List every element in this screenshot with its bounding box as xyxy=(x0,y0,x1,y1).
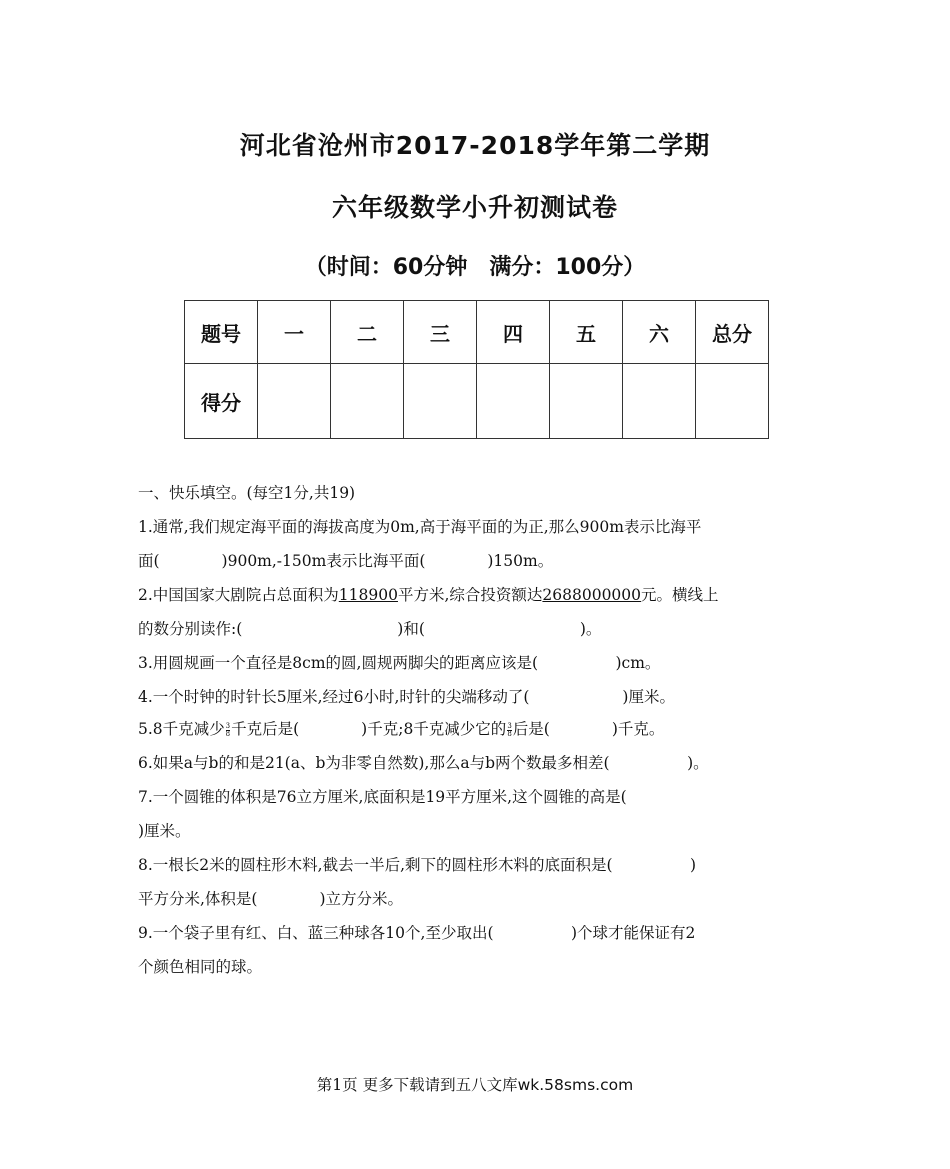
score-cell[interactable] xyxy=(623,364,696,439)
question-1-line-2: 面( )900m,-150m表示比海平面( )150m。 xyxy=(138,552,554,570)
score-cell[interactable] xyxy=(477,364,550,439)
score-table-header-row xyxy=(185,301,769,364)
q5-text-a: 5.8千克减少 xyxy=(138,720,225,738)
section-heading: 一、快乐填空。(每空1分,共19) xyxy=(138,484,356,502)
footer-text: 第1页 更多下载请到五八文库 xyxy=(316,1076,518,1094)
fraction-numerator: 3 xyxy=(507,721,512,730)
question-4: 4.一个时钟的时针长5厘米,经过6小时,时针的尖端移动了( )厘米。 xyxy=(138,688,675,706)
q2-underlined-investment: 2688000000 xyxy=(542,586,642,604)
score-table-header: 题号 xyxy=(185,301,258,364)
score-table-header: 六 xyxy=(623,301,696,364)
question-2-line-1 xyxy=(138,583,719,605)
q2-text-pre: 2.中国国家大剧院占总面积为 xyxy=(138,586,339,604)
question-5 xyxy=(138,717,664,739)
score-row-label: 得分 xyxy=(185,364,258,439)
q2-underlined-area: 118900 xyxy=(338,586,398,604)
question-1-line-1: 1.通常,我们规定海平面的海拔高度为0m,高于海平面的为正,那么900m表示比海平 xyxy=(138,518,702,536)
q5-fraction-2 xyxy=(507,723,511,738)
question-8-line-1: 8.一根长2米的圆柱形木料,截去一半后,剩下的圆柱形木料的底面积是( ) xyxy=(138,856,697,874)
score-table-header: 五 xyxy=(550,301,623,364)
question-8-line-2: 平方分米,体积是( )立方分米。 xyxy=(138,890,404,908)
question-2-line-2: 的数分别读作:( )和( )。 xyxy=(138,620,602,638)
footer-website-link[interactable]: wk.58sms.com xyxy=(517,1076,634,1094)
exam-subtitle: （时间：60分钟 满分：100分） xyxy=(304,255,646,280)
q5-text-b: 千克后是( )千克;8千克减少它的 xyxy=(231,720,507,738)
fraction-denominator: 8 xyxy=(225,729,231,738)
score-table xyxy=(184,300,769,439)
score-table-header: 二 xyxy=(331,301,404,364)
question-9-line-1: 9.一个袋子里有红、白、蓝三种球各10个,至少取出( )个球才能保证有2 xyxy=(138,924,696,942)
score-table-header: 总分 xyxy=(696,301,769,364)
page-footer xyxy=(0,1073,950,1095)
question-6: 6.如果a与b的和是21(a、b为非零自然数),那么a与b两个数最多相差( )。 xyxy=(138,754,709,772)
question-7-line-1: 7.一个圆锥的体积是76立方厘米,底面积是19平方厘米,这个圆锥的高是( xyxy=(138,788,627,806)
question-9-line-2: 个颜色相同的球。 xyxy=(138,958,263,976)
q5-fraction-1 xyxy=(226,723,230,738)
fraction-denominator: 8 xyxy=(507,729,512,738)
q2-text-mid: 平方米,综合投资额达 xyxy=(397,586,543,604)
score-table-score-row xyxy=(185,364,769,439)
score-cell[interactable] xyxy=(404,364,477,439)
score-cell[interactable] xyxy=(550,364,623,439)
q5-text-c: 后是( )千克。 xyxy=(512,720,665,738)
score-cell[interactable] xyxy=(331,364,404,439)
score-cell[interactable] xyxy=(258,364,331,439)
question-3: 3.用圆规画一个直径是8cm的圆,圆规两脚尖的距离应该是( )cm。 xyxy=(138,654,661,672)
score-table-header: 一 xyxy=(258,301,331,364)
fraction-numerator: 3 xyxy=(225,721,231,730)
q2-text-post: 元。横线上 xyxy=(641,586,719,604)
exam-title-line1: 河北省沧州市2017-2018学年第二学期 xyxy=(239,131,711,160)
score-table-header: 四 xyxy=(477,301,550,364)
score-cell[interactable] xyxy=(696,364,769,439)
question-7-line-2: )厘米。 xyxy=(138,822,191,840)
exam-title-line2: 六年级数学小升初测试卷 xyxy=(331,193,618,222)
score-table-header: 三 xyxy=(404,301,477,364)
